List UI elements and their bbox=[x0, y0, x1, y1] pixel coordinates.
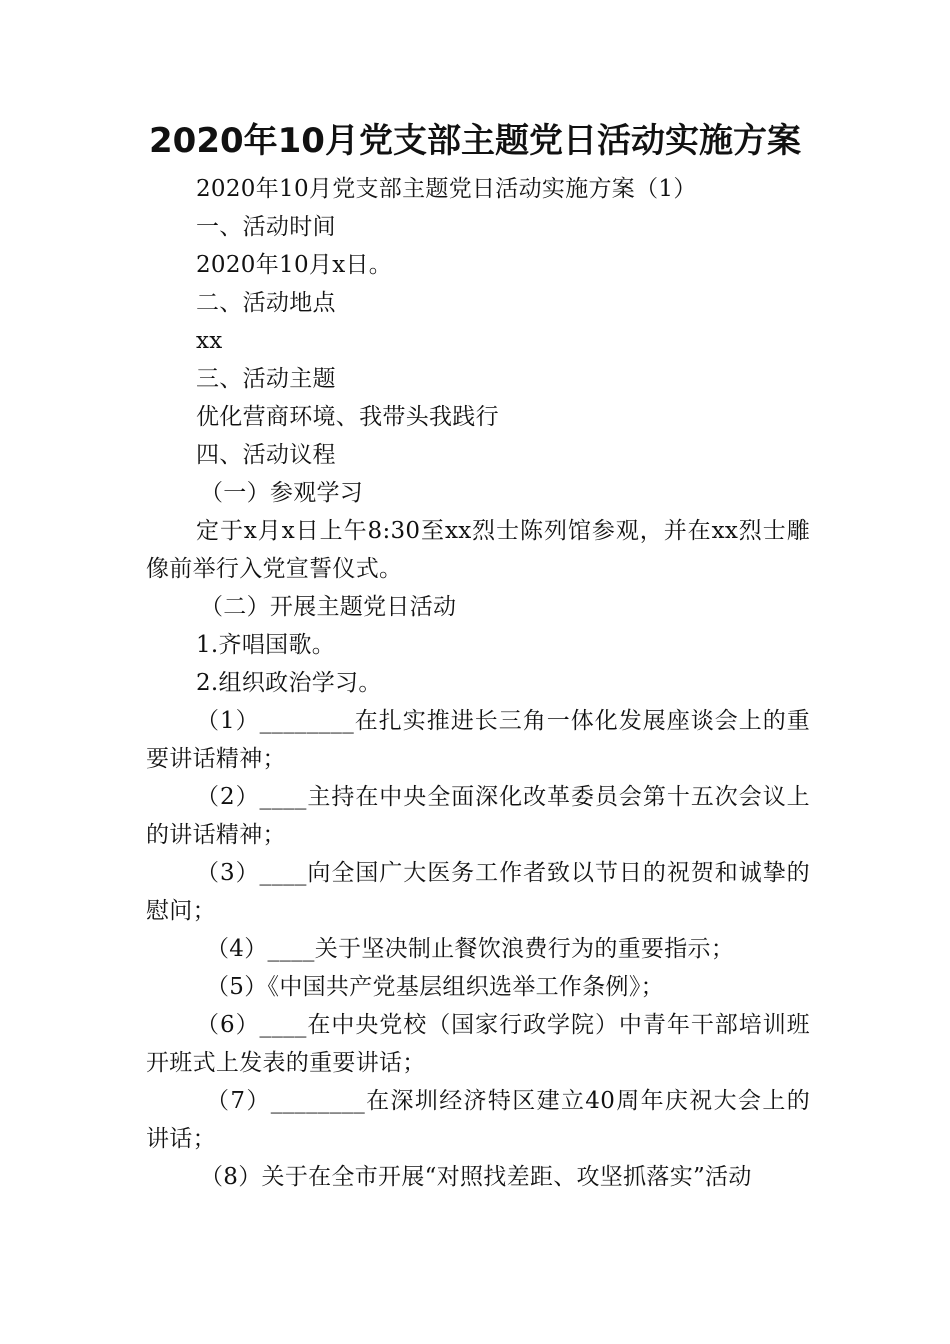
paragraph-subtitle: 2020年10月党支部主题党日活动实施方案（1） bbox=[196, 176, 697, 202]
paragraph-visit: 定于x月x日上午8:30至xx烈士陈列馆参观，并在xx烈士雕像前举行入党宣誓仪式。 bbox=[146, 518, 810, 582]
paragraph-theme: 优化营商环境、我带头我践行 bbox=[196, 404, 499, 430]
section-heading-theme: 三、活动主题 bbox=[196, 366, 336, 392]
list-item-anthem: 1.齐唱国歌。 bbox=[196, 632, 336, 658]
study-item-1: （1）________在扎实推进长三角一体化发展座谈会上的重要讲话精神； bbox=[146, 708, 810, 772]
subsection-heading-visit: （一）参观学习 bbox=[200, 480, 364, 506]
document-body bbox=[146, 170, 810, 1196]
section-heading-location: 二、活动地点 bbox=[196, 290, 336, 316]
paragraph-location: xx bbox=[196, 328, 223, 354]
subsection-heading-activity: （二）开展主题党日活动 bbox=[200, 594, 457, 620]
paragraph-time: 2020年10月x日。 bbox=[196, 252, 393, 278]
study-item-8: （8）关于在全市开展“对照找差距、攻坚抓落实”活动 bbox=[200, 1164, 752, 1190]
document-title: 2020年10月党支部主题党日活动实施方案 bbox=[149, 121, 801, 161]
study-item-5: （5）《中国共产党基层组织选举工作条例》； bbox=[206, 974, 664, 1000]
section-heading-agenda: 四、活动议程 bbox=[196, 442, 336, 468]
study-item-3: （3）____向全国广大医务工作者致以节日的祝贺和诚挚的慰问； bbox=[146, 860, 810, 924]
study-item-2: （2）____主持在中央全面深化改革委员会第十五次会议上的讲话精神； bbox=[146, 784, 810, 848]
list-item-study: 2.组织政治学习。 bbox=[196, 670, 382, 696]
study-item-7: （7）________在深圳经济特区建立40周年庆祝大会上的讲话； bbox=[146, 1088, 810, 1152]
study-item-4: （4）____关于坚决制止餐饮浪费行为的重要指示； bbox=[206, 936, 735, 962]
study-item-6: （6）____在中央党校（国家行政学院）中青年干部培训班开班式上发表的重要讲话； bbox=[146, 1012, 810, 1076]
section-heading-time: 一、活动时间 bbox=[196, 214, 336, 240]
